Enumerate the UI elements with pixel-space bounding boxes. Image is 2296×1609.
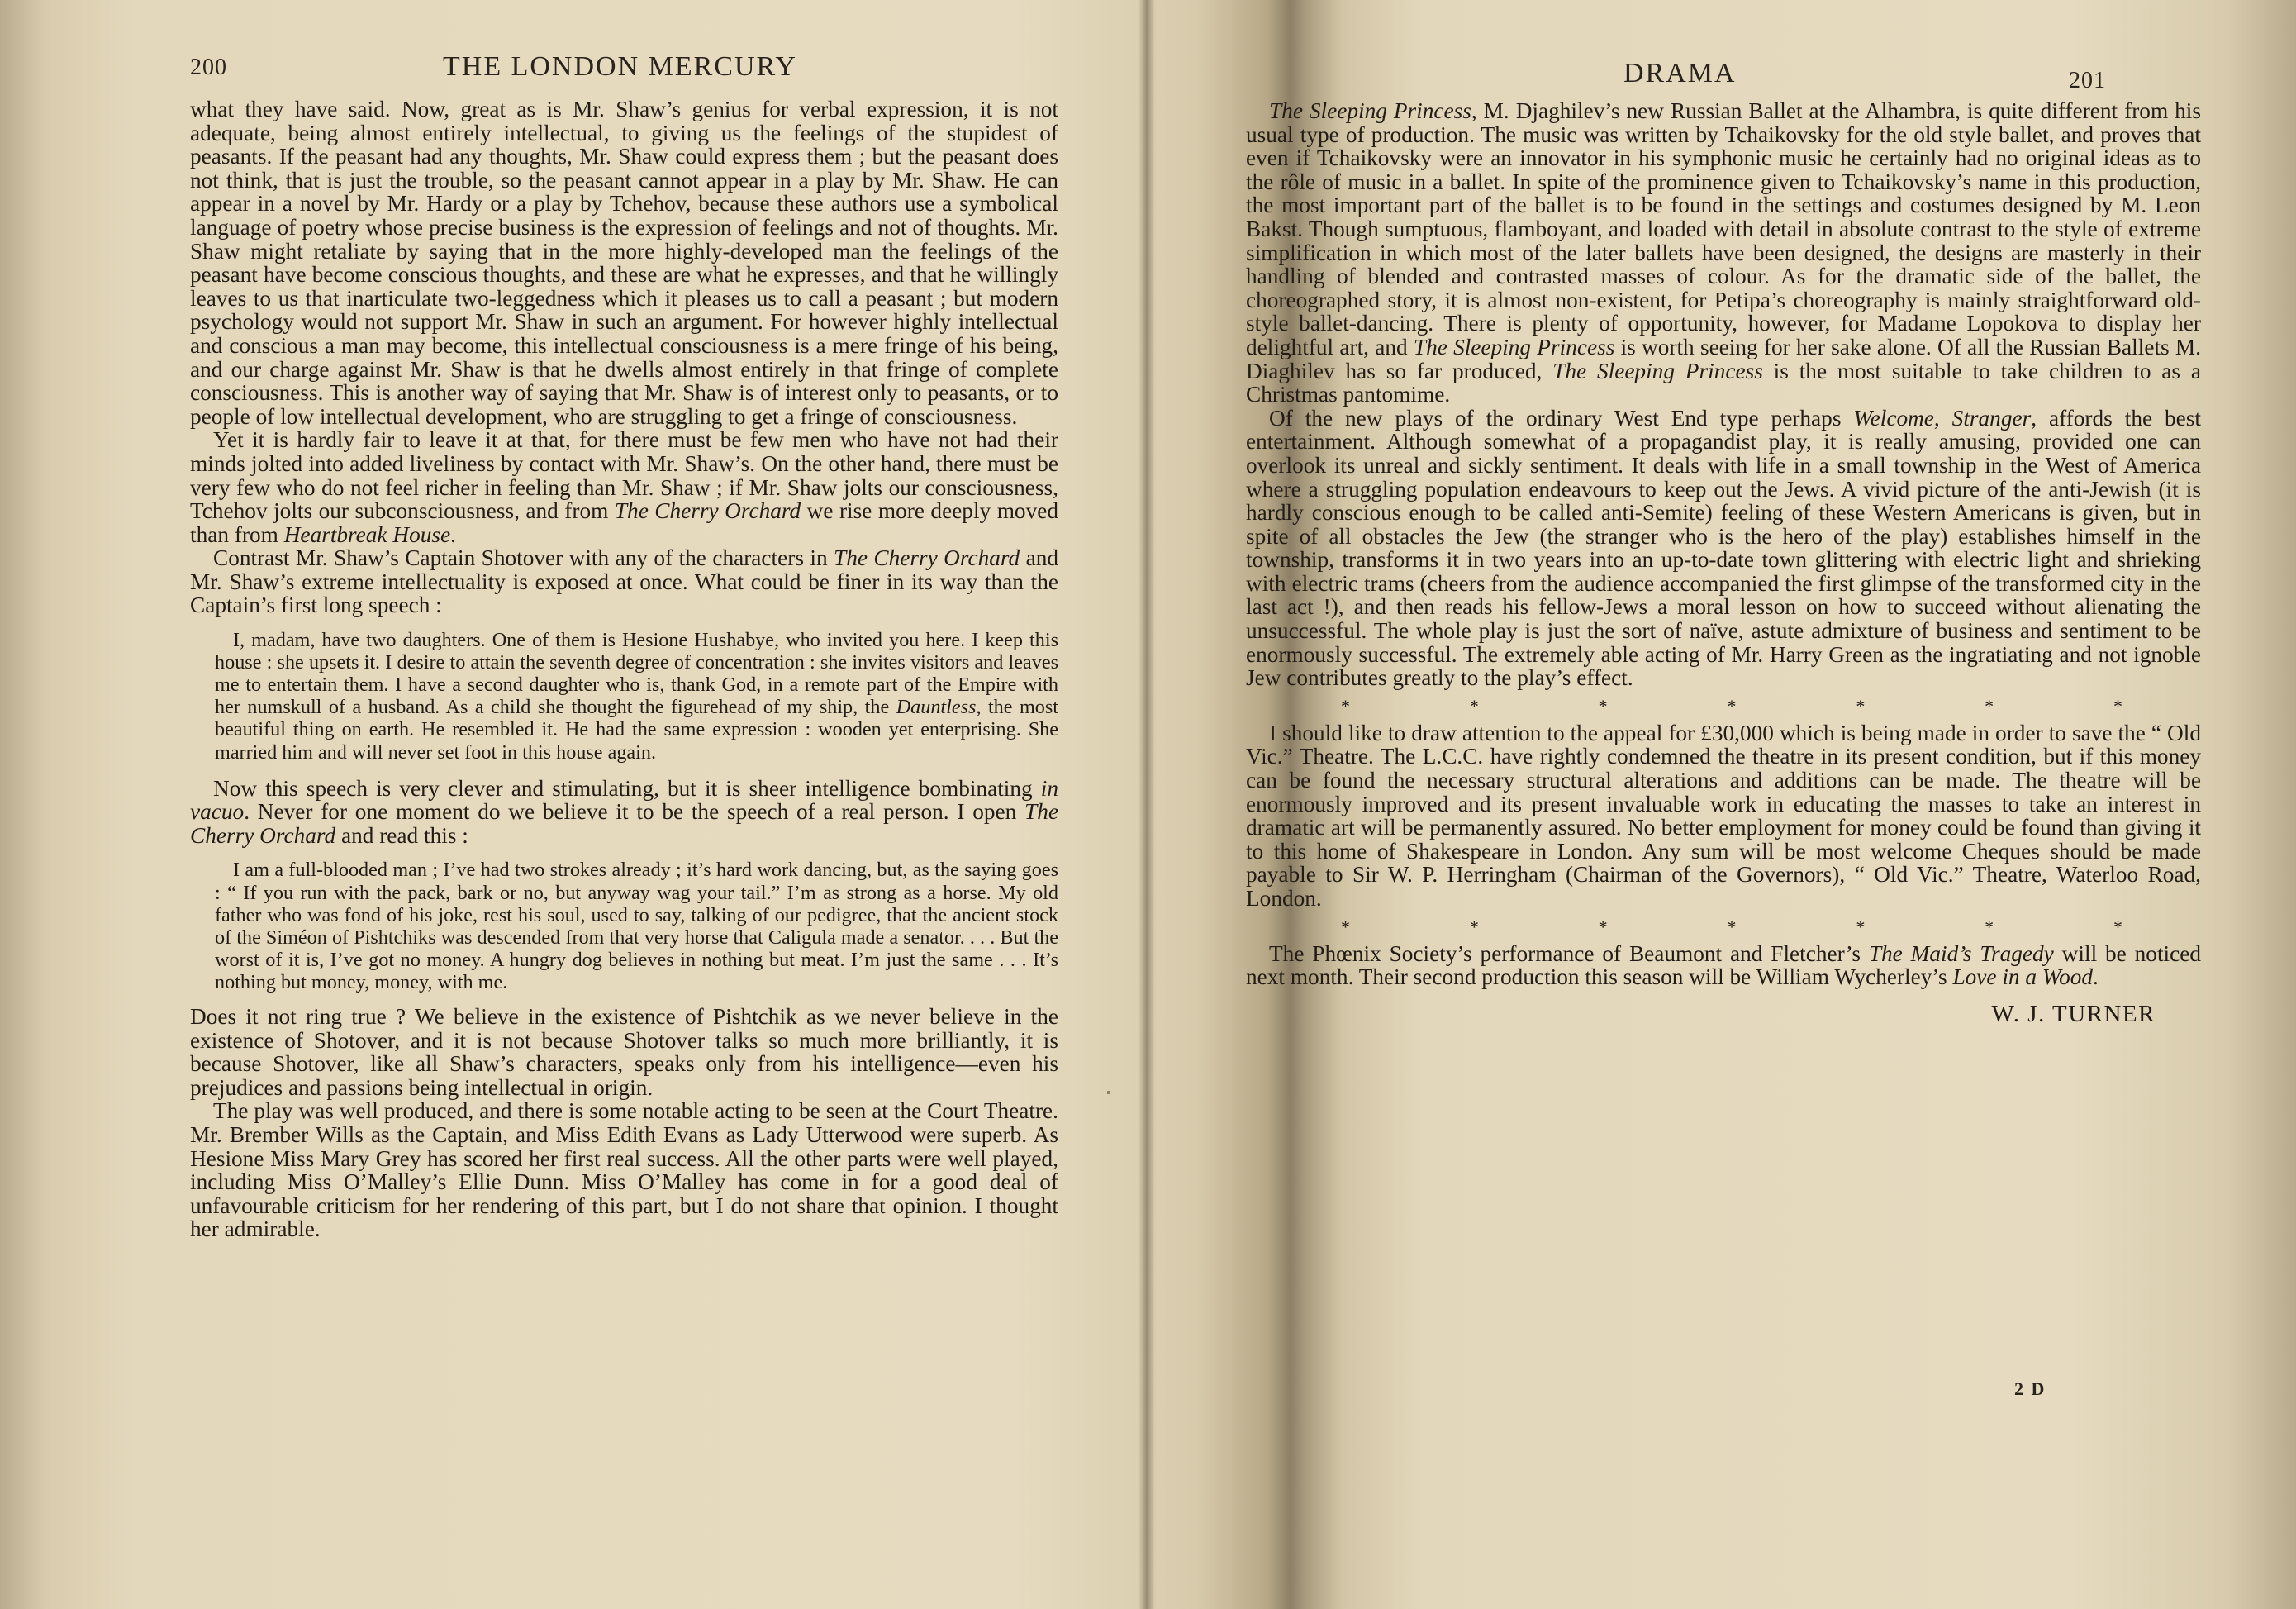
book-gutter [1138,0,1155,1609]
page-number-left: 200 [190,55,227,80]
left-page-body [190,98,1058,1241]
right-page-body [1246,99,2201,1028]
page-number-right: 201 [2069,68,2106,93]
paragraph: Contrast Mr. Shaw’s Captain Shotover with any of the characters in The Cherry Orchard and Mr. Shaw’s extreme intellectuality is exposed at once. What could be finer in its way than the Captain’s first long speech : [190,545,1059,618]
running-head-left: THE LONDON MERCURY [443,51,797,82]
author-signature: W. J. TURNER [1991,1000,2156,1027]
paragraph: The Sleeping Princess, M. Djaghilev’s new Russian Ballet at the Alhambra, is quite different from his usual type of production. The music was written by Tchaikovsky for the old style ballet, and proves that even if Tchaikovsky were an innovator in his symphonic music he certainly had no original ideas as to the rôle of music in a ballet. In spite of the prominence given to Tchaikovsky’s name in this production, the most important part of the ballet is to be found in the settings and costumes designed by M. Leon Bakst. Though sumptuous, flamboyant, and loaded with detail in absolute contrast to the style of extreme simplification in which most of the later ballets have been designed, the designs are masterly in their handling of blended and contrasted masses of colour. As for the dramatic side of the ballet, the choreographed story, it is almost non-existent, for Petipa’s choreography is mainly straightforward old-style ballet-dancing. There is plenty of opportunity, however, for Madame Lopokova to display her delightful art, and The Sleeping Princess is worth seeing for her sake alone. Of all the Russian Ballets M. Diaghilev has so far produced, The Sleeping Princess is the most suitable to take children to as a Christmas pantomime. [1246,98,2201,407]
paragraph: The Phœnix Society’s performance of Beaumont and Fletcher’s The Maid’s Tragedy will be noticed next month. Their second production this season will be William Wycherley’s Love in a Wood. [1246,940,2201,990]
paragraph: I should like to draw attention to the appeal for £30,000 which is being made in order to save the “ Old Vic.” Theatre. The L.C.C. have rightly condemned the theatre in its present condition, but if this money can be found the necessary structural alterations and additions can be made. The theatre will be enormously improved and its present invaluable work in educating the masses to take an interest in dramatic art will be permanently assured. No better employment for money could be found than giving it to this home of Shakespeare in London. Any sum will be most welcome Cheques should be made payable to Sir W. P. Herringham (Chairman of the Governors), “ Old Vic.” Theatre, Waterloo Road, London. [1246,720,2201,911]
section-divider-stars: * * * * * * * [1341,916,2122,937]
running-head-right: DRAMA [1623,58,1737,88]
paragraph: Does it not ring true ? We believe in the existence of Pishtchik as we never believe in the existence of Shotover, and it is not because Shotover talks so much more brilliantly, it is because Shotover, like all Shaw’s characters, speaks only from his intelligence—even his prejudices and passions being intellectual in origin. [190,1003,1058,1100]
right-page [1155,0,2296,1609]
paragraph: Yet it is hardly fair to leave it at that, for there must be few men who have not had their minds jolted into added liveliness by contact with Mr. Shaw’s. On the other hand, there must be very few who do not feel richer in feeling than Mr. Shaw ; if Mr. Shaw jolts our consciousness, Tchehov jolts our subconsciousness, and from The Cherry Orchard we rise more deeply moved than from Heartbreak House. [190,427,1058,547]
paragraph: The play was well produced, and there is some notable acting to be seen at the Court Theatre. Mr. Brember Wills as the Captain, and Miss Edith Evans as Lady Utterwood were superb. As Hesione Miss Mary Grey has scored her first real success. All the other parts were well played, including Miss O’Malley’s Ellie Dunn. Miss O’Malley has come in for a good deal of unfavourable criticism for her rendering of this part, but I do not share that opinion. I thought her admirable. [190,1098,1058,1242]
left-page [0,0,1140,1609]
section-divider-stars: * * * * * * * [1341,695,2122,716]
paragraph: what they have said. Now, great as is Mr. Shaw’s genius for verbal expression, it is not adequate, being almost entirely intellectual, to giving us the feelings of the stupidest of peasants. If the peasant had any thoughts, Mr. Shaw could express them ; but the peasant does not think, that is just the trouble, so the peasant cannot appear in a play by Mr. Shaw. He can appear in a novel by Mr. Hardy or a play by Tchehov, because these authors use a symbolical language of poetry whose precise business is the expression of feelings and not of thoughts. Mr. Shaw might retaliate by saying that in the more highly-developed man the feelings of the peasant have become conscious thoughts, and these are what he expresses, and that he willingly leaves to us that inarticulate two-leggedness which it pleases us to call a peasant ; but modern psychology would not support Mr. Shaw in such an argument. For however highly intellectual and conscious a man may become, this intellectual consciousness is a mere fringe of his being, and our charge against Mr. Shaw is that he dwells almost entirely in that fringe of complete consciousness. This is another way of saying that Mr. Shaw is of interest only to peasants, or to people of low intellectual development, who are struggling to get a fringe of consciousness. [190,97,1058,429]
paragraph: Of the new plays of the ordinary West End type perhaps Welcome, Stranger, affords the best entertainment. Although somewhat of a propagandist play, it is really amusing, provided one can overlook its unreal and sickly sentiment. It deals with life in a small township in the West of America where a struggling population endeavours to keep out the Jews. A vivid picture of the anti-Jewish (it is hardly conscious enough to be called anti-Semite) feeling of these Western Americans is given, but in spite of all obstacles the Jew (the stranger who is the hero of the play) establishes himself in the township, transforms it in two years into an up-to-date town glittering with electric light and shrieking with electric trams (cheers from the audience accompanied the first glimpse of the transformed city in the last act !), and then reads his fellow-Jews a moral lesson on how to succeed without alienating the unsuccessful. The whole play is just the sort of naïve, astute admixture of business and sentiment to be enormously successful. The extremely able acting of Mr. Harry Green as the ingratiating and not ignoble Jew contributes greatly to the play’s effect. [1246,405,2201,691]
quotation-shotover: I, madam, have two daughters. One of them is Hesione Hushabye, who invited you here. I keep this house : she upsets it. I desire to attain the seventh degree of concentration : she invites visitors and leaves me to entertain them. I have a second daughter who is, thank God, in a remote part of the Empire with her numskull of a husband. As a child she thought the figurehead of my ship, the Dauntless, the most beautiful thing on earth. He resembled it. He had the same expression : wooden yet enterprising. She married him and will never set foot in this house again. [215,629,1059,764]
page-blemish [1107,1091,1110,1094]
quotation-pishtchik: I am a full-blooded man ; I’ve had two strokes already ; it’s hard work dancing, but, as the saying goes : “ If you run with the pack, bark or no, but anyway wag your tail.” I’m as strong as a horse. My old father who was fond of his joke, rest his soul, used to say, talking of our pedigree, that the ancient stock of the Siméon of Pishtchiks was descended from that very horse that Caligula made a senator. . . . But the worst of it is, I’ve got no money. A hungry dog believes in nothing but meat. I’m just the same . . . It’s nothing but money, money, with me. [215,859,1058,993]
paragraph: Now this speech is very clever and stimulating, but it is sheer intelligence bombinating in vacuo. Never for one moment do we believe it to be the speech of a real person. I open The Cherry Orchard and read this : [190,775,1058,848]
signature-mark: 2 D [2014,1378,2046,1399]
